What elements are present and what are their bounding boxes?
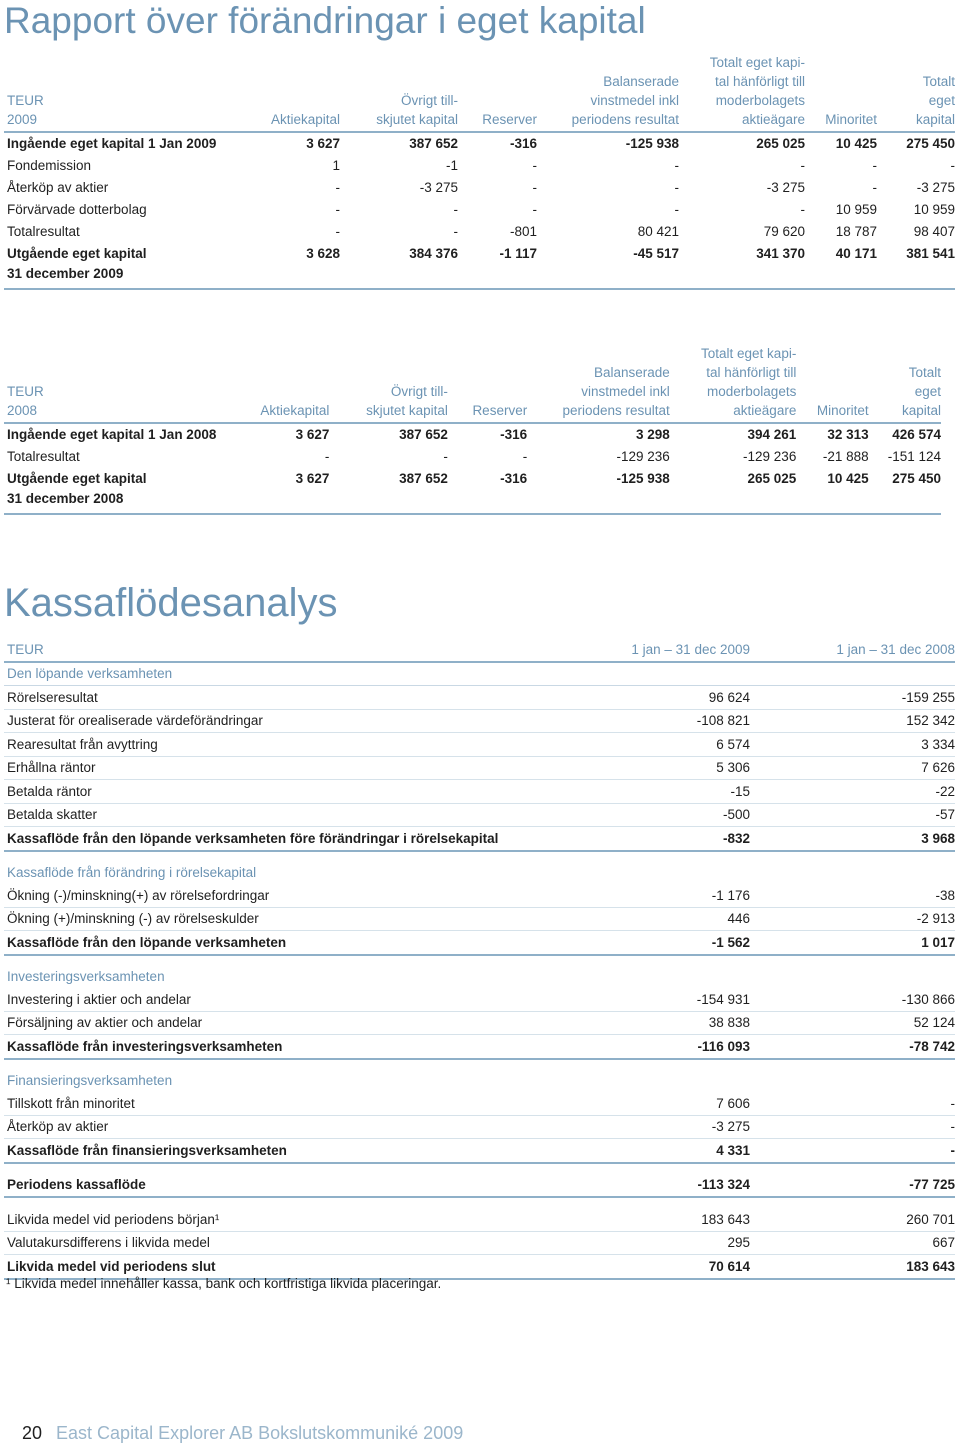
cell-value: 295 bbox=[630, 1231, 750, 1255]
equity-table-2008 bbox=[4, 344, 941, 515]
table-row bbox=[4, 446, 941, 468]
cell-value: - bbox=[532, 180, 537, 195]
table-row bbox=[4, 1197, 955, 1231]
row-label: Valutakursdifferens i likvida medel bbox=[4, 1231, 630, 1255]
cell-value: -3 275 bbox=[630, 1115, 750, 1139]
cell-value: 394 261 bbox=[747, 427, 797, 442]
cell-value: 7 606 bbox=[630, 1092, 750, 1115]
table-row bbox=[4, 884, 955, 907]
table-row bbox=[4, 733, 955, 757]
cell-value: 387 652 bbox=[329, 468, 448, 514]
cell-value: - bbox=[674, 158, 679, 173]
cell-value: 260 701 bbox=[750, 1197, 955, 1231]
row-label: Totalresultat bbox=[7, 224, 80, 239]
cell-value: -21 888 bbox=[822, 449, 869, 464]
cell-value: - bbox=[750, 1115, 955, 1139]
cell-value bbox=[750, 851, 955, 885]
table-row bbox=[4, 907, 955, 931]
column-header: Totalt eget kapital bbox=[901, 365, 941, 418]
cell-value: - bbox=[443, 449, 448, 464]
row-label: Rearesultat från avyttring bbox=[4, 733, 630, 757]
cell-value: - bbox=[800, 158, 805, 173]
cell-value: 387 652 bbox=[399, 427, 448, 442]
row-label: Kassaflöde från den löpande verksamheten före förändringar i rörelsekapital bbox=[4, 827, 630, 851]
equity-table-2009 bbox=[4, 53, 955, 290]
cell-value: 98 407 bbox=[913, 224, 955, 239]
cell-value: -832 bbox=[630, 827, 750, 851]
cell-value: - bbox=[532, 158, 537, 173]
row-label: Erhållna räntor bbox=[4, 756, 630, 780]
cell-value: 152 342 bbox=[750, 709, 955, 733]
cell-value: -154 931 bbox=[630, 988, 750, 1011]
cell-value: - bbox=[335, 202, 340, 217]
table-row bbox=[4, 155, 955, 177]
row-label: Ökning (+)/minskning (-) av rörelseskulder bbox=[4, 907, 630, 931]
equity-title: Rapport över förändringar i eget kapital bbox=[4, 0, 646, 41]
cell-value: 70 614 bbox=[630, 1255, 750, 1279]
cell-value: -129 236 bbox=[616, 449, 670, 464]
table-row bbox=[4, 1231, 955, 1255]
cell-value: - bbox=[453, 202, 458, 217]
cell-value: -316 bbox=[500, 427, 528, 442]
column-header: Aktiekapital bbox=[260, 403, 330, 418]
row-label: Justerat för orealiserade värdeförändringar bbox=[4, 709, 630, 733]
cell-value: - bbox=[872, 158, 877, 173]
table-header bbox=[4, 53, 955, 132]
column-header: 1 jan – 31 dec 2009 bbox=[630, 638, 750, 662]
row-label: Likvida medel vid periodens slut bbox=[4, 1255, 630, 1279]
table-row bbox=[4, 1115, 955, 1139]
cell-value: -3 275 bbox=[419, 180, 458, 195]
table-row bbox=[4, 803, 955, 827]
cell-value: - bbox=[750, 1092, 955, 1115]
cell-value: 426 574 bbox=[892, 427, 941, 442]
cell-value: - bbox=[532, 202, 537, 217]
column-header: TEUR 2009 bbox=[7, 93, 44, 127]
cell-value: -125 938 bbox=[625, 136, 679, 151]
cell-value: -316 bbox=[509, 136, 537, 151]
cell-value: - bbox=[950, 158, 955, 173]
table-row bbox=[4, 780, 955, 804]
cell-value: -3 275 bbox=[766, 180, 805, 195]
table-row bbox=[4, 199, 955, 221]
cell-value: 384 376 bbox=[340, 243, 458, 289]
cell-value: - bbox=[750, 1139, 955, 1163]
table-header bbox=[4, 638, 955, 662]
table-row bbox=[4, 1255, 955, 1279]
cell-value: -159 255 bbox=[750, 686, 955, 710]
row-label: Finansieringsverksamheten bbox=[7, 1073, 173, 1088]
cell-value: 10 425 bbox=[835, 136, 877, 151]
table-row bbox=[4, 1163, 955, 1198]
cell-value: -125 938 bbox=[527, 468, 670, 514]
cell-value: 387 652 bbox=[409, 136, 458, 151]
cell-value: -77 725 bbox=[750, 1163, 955, 1198]
column-header: Övrigt till- skjutet kapital bbox=[376, 93, 458, 127]
cell-value: -45 517 bbox=[537, 243, 679, 289]
table-row bbox=[4, 709, 955, 733]
table-row bbox=[4, 177, 955, 199]
cell-value: 40 171 bbox=[805, 243, 877, 289]
row-label: Investering i aktier och andelar bbox=[4, 988, 630, 1011]
cell-value: - bbox=[335, 180, 340, 195]
table-row bbox=[4, 243, 955, 289]
cell-value: - bbox=[324, 449, 330, 464]
table-header bbox=[4, 344, 941, 423]
cell-value bbox=[750, 955, 955, 989]
table-row bbox=[4, 931, 955, 955]
cell-value: - bbox=[674, 202, 679, 217]
cell-value: -113 324 bbox=[630, 1163, 750, 1198]
cell-value: 381 541 bbox=[877, 243, 955, 289]
cell-value: 6 574 bbox=[630, 733, 750, 757]
cell-value: 3 627 bbox=[231, 468, 329, 514]
cell-value: 183 643 bbox=[630, 1197, 750, 1231]
column-header: Totalt eget kapi- tal hänförligt till moderbolagets aktieägare bbox=[709, 55, 805, 127]
cell-value: -1 176 bbox=[630, 884, 750, 907]
company-line: East Capital Explorer AB Bokslutskommuniké 2009 bbox=[56, 1423, 464, 1443]
table-row bbox=[4, 756, 955, 780]
cell-value: 275 450 bbox=[906, 136, 955, 151]
cell-value bbox=[750, 662, 955, 686]
cell-value bbox=[630, 851, 750, 885]
row-label: Investeringsverksamheten bbox=[7, 969, 165, 984]
cell-value: -801 bbox=[509, 224, 537, 239]
row-label: Betalda räntor bbox=[4, 780, 630, 804]
row-label: Kassaflöde från finansieringsverksamheten bbox=[4, 1139, 630, 1163]
cell-value: 265 025 bbox=[670, 468, 797, 514]
row-label: Den löpande verksamheten bbox=[4, 662, 630, 686]
column-header: Totalt eget kapi- tal hänförligt till moderbolagets aktieägare bbox=[701, 346, 797, 418]
cell-value: 10 425 bbox=[796, 468, 868, 514]
row-label: Fondemission bbox=[7, 158, 92, 173]
row-label: Återköp av aktier bbox=[4, 1115, 630, 1139]
cell-value: 96 624 bbox=[630, 686, 750, 710]
table-row bbox=[4, 686, 955, 710]
cell-value: 275 450 bbox=[869, 468, 941, 514]
page-footer bbox=[22, 1423, 463, 1444]
table-row bbox=[4, 851, 955, 885]
column-header: TEUR 2008 bbox=[7, 384, 44, 418]
column-header: Minoritet bbox=[825, 112, 877, 127]
table-row bbox=[4, 221, 955, 243]
table-row bbox=[4, 988, 955, 1011]
column-header: Aktiekapital bbox=[270, 112, 340, 127]
cell-value: -3 275 bbox=[916, 180, 955, 195]
cell-value: 10 959 bbox=[913, 202, 955, 217]
row-label: Periodens kassaflöde bbox=[4, 1163, 630, 1198]
table-row bbox=[4, 1035, 955, 1059]
row-label: Ökning (-)/minskning(+) av rörelsefordringar bbox=[4, 884, 630, 907]
table-row bbox=[4, 955, 955, 989]
row-label: Förvärvade dotterbolag bbox=[7, 202, 147, 217]
cell-value: 3 298 bbox=[636, 427, 670, 442]
cell-value: 446 bbox=[630, 907, 750, 931]
row-label: Totalresultat bbox=[7, 449, 80, 464]
row-label: Ingående eget kapital 1 Jan 2009 bbox=[7, 136, 217, 151]
column-header: Reserver bbox=[482, 112, 537, 127]
row-label: Tillskott från minoritet bbox=[4, 1092, 630, 1115]
column-header: Övrigt till- skjutet kapital bbox=[366, 384, 448, 418]
cell-value: - bbox=[800, 202, 805, 217]
table-row bbox=[4, 1092, 955, 1115]
cell-value: 52 124 bbox=[750, 1011, 955, 1035]
table-row bbox=[4, 132, 955, 155]
footnote: ¹ Likvida medel innehåller kassa, bank och kortfristiga likvida placeringar. bbox=[6, 1276, 442, 1291]
row-label: Kassaflöde från förändring i rörelsekapital bbox=[7, 865, 257, 880]
row-label: Utgående eget kapital 31 december 2008 bbox=[4, 468, 231, 514]
column-header: Balanserade vinstmedel inkl periodens resultat bbox=[571, 74, 679, 127]
cell-value: -108 821 bbox=[630, 709, 750, 733]
cell-value: -316 bbox=[448, 468, 527, 514]
table-row bbox=[4, 423, 941, 446]
cell-value: -1 562 bbox=[630, 931, 750, 955]
cell-value: -1 bbox=[445, 158, 458, 173]
cell-value: - bbox=[335, 224, 340, 239]
cell-value: - bbox=[522, 449, 528, 464]
cell-value: 10 959 bbox=[835, 202, 877, 217]
cell-value: -78 742 bbox=[750, 1035, 955, 1059]
row-label: Ingående eget kapital 1 Jan 2008 bbox=[7, 427, 217, 442]
table-row bbox=[4, 468, 941, 514]
table-row bbox=[4, 827, 955, 851]
row-label: Kassaflöde från investeringsverksamheten bbox=[4, 1035, 630, 1059]
row-label: Betalda skatter bbox=[4, 803, 630, 827]
table-row bbox=[4, 1011, 955, 1035]
row-label: Kassaflöde från den löpande verksamheten bbox=[4, 931, 630, 955]
cell-value: -130 866 bbox=[750, 988, 955, 1011]
column-header: 1 jan – 31 dec 2008 bbox=[750, 638, 955, 662]
cell-value: 3 968 bbox=[750, 827, 955, 851]
cell-value: 32 313 bbox=[827, 427, 869, 442]
cell-value: -15 bbox=[630, 780, 750, 804]
cell-value bbox=[750, 1059, 955, 1093]
row-label: Försäljning av aktier och andelar bbox=[4, 1011, 630, 1035]
column-header: Totalt eget kapital bbox=[915, 74, 955, 127]
cell-value: 183 643 bbox=[750, 1255, 955, 1279]
table-row bbox=[4, 1059, 955, 1093]
cell-value: 667 bbox=[750, 1231, 955, 1255]
cell-value: -22 bbox=[750, 780, 955, 804]
column-header: Minoritet bbox=[816, 403, 869, 418]
cell-value: -57 bbox=[750, 803, 955, 827]
cell-value: 1 bbox=[332, 158, 340, 173]
cell-value bbox=[630, 955, 750, 989]
cell-value: - bbox=[872, 180, 877, 195]
cell-value: -116 093 bbox=[630, 1035, 750, 1059]
cell-value: - bbox=[453, 224, 458, 239]
cell-value: - bbox=[674, 180, 679, 195]
cell-value: 3 334 bbox=[750, 733, 955, 757]
cell-value: -2 913 bbox=[750, 907, 955, 931]
cell-value: 265 025 bbox=[756, 136, 805, 151]
cell-value: -129 236 bbox=[743, 449, 797, 464]
cell-value: 79 620 bbox=[763, 224, 805, 239]
cell-value bbox=[630, 662, 750, 686]
cell-value: 341 370 bbox=[679, 243, 805, 289]
row-label: Rörelseresultat bbox=[4, 686, 630, 710]
cell-value: 1 017 bbox=[750, 931, 955, 955]
page-number: 20 bbox=[22, 1423, 43, 1443]
cell-value: -151 124 bbox=[887, 449, 941, 464]
cell-value: 3 628 bbox=[230, 243, 340, 289]
cell-value: -38 bbox=[750, 884, 955, 907]
table-row bbox=[4, 1139, 955, 1163]
column-header: Reserver bbox=[472, 403, 528, 418]
table-row bbox=[4, 662, 955, 686]
cell-value: 3 627 bbox=[306, 136, 340, 151]
cell-value: -1 117 bbox=[458, 243, 537, 289]
row-label: Utgående eget kapital 31 december 2009 bbox=[4, 243, 230, 289]
cell-value: 7 626 bbox=[750, 756, 955, 780]
cell-value: 5 306 bbox=[630, 756, 750, 780]
cell-value: 3 627 bbox=[295, 427, 330, 442]
cell-value bbox=[630, 1059, 750, 1093]
cell-value: 38 838 bbox=[630, 1011, 750, 1035]
column-header: Balanserade vinstmedel inkl periodens resultat bbox=[562, 365, 670, 418]
cashflow-title: Kassaflödesanalys bbox=[4, 581, 338, 625]
row-label: Likvida medel vid periodens början¹ bbox=[4, 1197, 630, 1231]
row-label: Återköp av aktier bbox=[7, 180, 109, 195]
cell-value: 4 331 bbox=[630, 1139, 750, 1163]
cell-value: 18 787 bbox=[835, 224, 877, 239]
cell-value: -500 bbox=[630, 803, 750, 827]
cell-value: 80 421 bbox=[637, 224, 679, 239]
cashflow-table bbox=[4, 638, 955, 1280]
column-header: TEUR bbox=[4, 638, 630, 662]
